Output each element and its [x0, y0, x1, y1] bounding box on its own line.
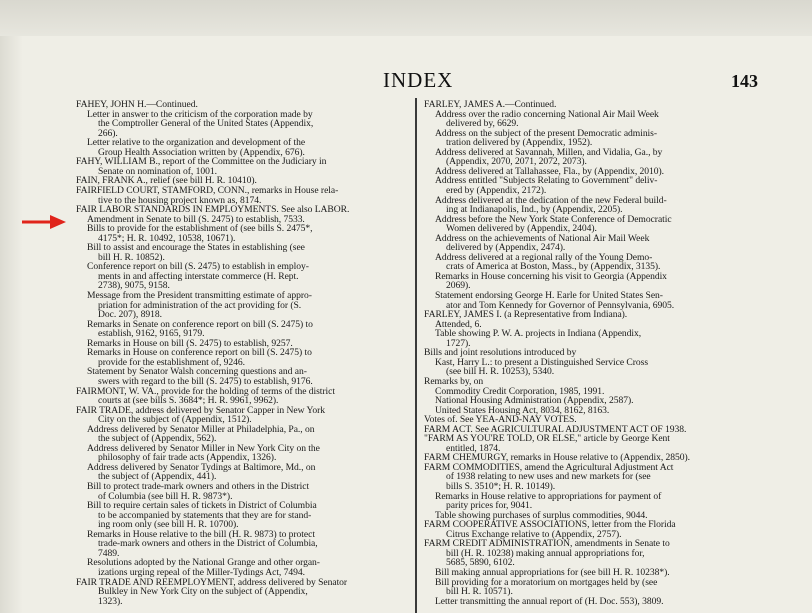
index-heading: FARM CHEMURGY, remarks in House relative to (Appendix, 2850).	[424, 452, 690, 464]
index-entry: Address delivered by Senator Tydings at Baltimore, Md., on	[87, 461, 316, 473]
index-entry: 2069).	[446, 280, 471, 292]
index-entry: Table showing P. W. A. projects in Indiana (Appendix,	[435, 328, 642, 340]
index-entry: Bill making annual appropriations for (see bill H. R. 10238*).	[435, 566, 670, 578]
index-entry: the Comptroller General of the United States (Appendix,	[98, 118, 314, 130]
index-entry: Bill providing for a moratorium on mortgages held by (see	[435, 576, 658, 588]
index-heading: FARLEY, JAMES I. (a Representative from Indiana).	[424, 309, 628, 321]
index-entry: tration delivered by (Appendix, 1952).	[446, 137, 593, 149]
index-entry: Commodity Credit Corporation, 1985, 1991.	[435, 385, 605, 397]
scan-top-edge	[0, 0, 812, 36]
index-entry: Address before the New York State Conference of Democratic	[435, 213, 672, 225]
index-heading: FARM ACT. See AGRICULTURAL ADJUSTMENT ACT OF 1938.	[424, 423, 687, 435]
index-entry: Remarks in House relative to appropriations for payment of	[435, 490, 662, 502]
index-entry: delivered by (Appendix, 2474).	[446, 242, 566, 254]
index-entry: Resolutions adopted by the National Grange and other organ-	[87, 557, 320, 569]
index-entry: Women delivered by (Appendix, 2404).	[446, 223, 597, 235]
index-entry: Letter relative to the organization and development of the	[87, 137, 306, 149]
index-entry: philosophy of fair trade acts (Appendix, 1326).	[98, 452, 277, 464]
index-entry: Message from the President transmitting estimate of appro-	[87, 290, 312, 301]
index-entry: bill H. R. 10571).	[446, 586, 513, 598]
scan-left-edge	[0, 36, 22, 613]
index-entry: City on the subject of (Appendix, 1512).	[98, 414, 252, 426]
index-heading: FAHY, WILLIAM B., report of the Committee on the Judiciary in	[76, 156, 327, 168]
index-entry: Amendment in Senate to bill (S. 2475) to establish, 7533.	[87, 213, 305, 225]
index-entry: (Appendix, 2070, 2071, 2072, 2073).	[446, 156, 587, 168]
index-entry: ing room only (see bill H. R. 10700).	[98, 519, 239, 531]
index-heading: FAIRFIELD COURT, STAMFORD, CONN., remarks in House rela-	[76, 184, 339, 196]
index-entry: Address over the radio concerning National Air Mail Week	[435, 108, 659, 120]
index-entry: ered by (Appendix, 2172).	[446, 184, 547, 196]
index-entry: tive to the housing project known as, 8174.	[98, 194, 262, 206]
index-entry: izations urging repeal of the Miller-Tydings Act, 7494.	[98, 566, 305, 578]
index-entry: bill H. R. 10852).	[98, 251, 165, 263]
index-entry: National Housing Administration (Appendix, 2587).	[435, 395, 634, 407]
index-entry: Address entitled "Subjects Relating to Government" deliv-	[435, 175, 658, 187]
index-entry: 4175*; H. R. 10492, 10538, 10671).	[98, 232, 236, 244]
index-entry: Senate on nomination of, 1001.	[98, 165, 217, 177]
index-entry: Address delivered by Senator Miller in New York City on the	[87, 442, 320, 454]
index-entry: ments in and affecting interstate commerce (H. Rept.	[98, 270, 299, 282]
index-heading: FARM COOPERATIVE ASSOCIATIONS, letter from the Florida	[424, 519, 676, 531]
index-entry: Remarks in House concerning his visit to Georgia (Appendix	[435, 270, 667, 282]
index-heading: Bills and joint resolutions introduced by	[424, 347, 577, 359]
index-heading: FARLEY, JAMES A.—Continued.	[424, 99, 557, 110]
index-entry: Attended, 6.	[435, 318, 482, 330]
index-entry: swers with regard to the bill (S. 2475) to establish, 9176.	[98, 375, 313, 387]
index-entry: Address delivered at the dedication of the new Federal build-	[435, 194, 667, 206]
index-entry: 266).	[98, 127, 118, 139]
index-entry: entitled, 1874.	[446, 442, 501, 454]
index-entry: Letter transmitting the annual report of (H. Doc. 553), 3809.	[435, 595, 664, 607]
index-entry: priation for administration of the act providing for (S.	[98, 299, 302, 311]
index-entry: Bill to require certain sales of tickets in District of Columbia	[87, 500, 317, 512]
index-entry: Address delivered at Savannah, Millen, and Vidalia, Ga., by	[435, 146, 663, 158]
index-heading: FAIR TRADE AND REEMPLOYMENT, address delivered by Senator	[76, 576, 348, 588]
index-entry: Address delivered at a regional rally of the Young Demo-	[435, 251, 653, 263]
page-title: INDEX	[383, 68, 454, 92]
index-entry: Group Health Association written by (Appendix, 676).	[98, 146, 305, 158]
index-heading: FARM CREDIT ADMINISTRATION, amendments in Senate to	[424, 538, 670, 550]
red-arrow-icon	[20, 212, 68, 232]
index-entry: ing at Indianapolis, Ind., by (Appendix, 2205).	[446, 204, 623, 216]
index-entry: courts at (see bills S. 3684*; H. R. 9961, 9962).	[98, 395, 279, 407]
index-entry: trade-mark owners and others in the District of Columbia,	[98, 538, 318, 550]
index-entry: Statement endorsing George H. Earle for United States Sen-	[435, 290, 663, 301]
index-entry: of 1938 relating to new uses and new markets for (see	[446, 471, 651, 483]
index-entry: Address on the achievements of National Air Mail Week	[435, 232, 650, 244]
index-entry: establish, 9162, 9165, 9179.	[98, 328, 205, 340]
index-heading: FAIR TRADE, address delivered by Senator Capper in New York	[76, 404, 326, 416]
index-entry: 5685, 5890, 6102.	[446, 557, 515, 569]
index-entry: Address on the subject of the present Democratic adminis-	[435, 127, 658, 139]
index-heading: FAHEY, JOHN H.—Continued.	[76, 99, 198, 110]
index-entry: parity prices for, 9041.	[446, 500, 533, 512]
index-entry: 7489.	[98, 547, 120, 559]
index-entry: Address delivered by Senator Miller at Philadelphia, Pa., on	[87, 423, 315, 435]
index-entry: Bills to provide for the establishment of (see bills S. 2475*,	[87, 223, 313, 235]
index-heading: Votes of. See YEA-AND-NAY VOTES.	[424, 414, 577, 426]
index-entry: 2738), 9075, 9158.	[98, 280, 170, 292]
index-heading: Remarks by, on	[424, 375, 484, 387]
index-entry: Remarks in House on bill (S. 2475) to establish, 9257.	[87, 337, 293, 349]
index-entry: 1323).	[98, 595, 123, 607]
index-entry: provide for the establishment of, 9246.	[98, 356, 245, 368]
index-entry: Address delivered at Tallahassee, Fla., by (Appendix, 2010).	[435, 165, 665, 177]
index-entry: Remarks in House on conference report on bill (S. 2475) to	[87, 347, 312, 359]
index-heading: FAIRMONT, W. VA., provide for the holding of terms of the district	[76, 385, 335, 397]
index-entry: to be accompanied by statements that they are for stand-	[98, 509, 312, 521]
index-entry: bill (H. R. 10238) making annual appropriations for,	[446, 547, 645, 559]
index-entry: Doc. 207), 8918.	[98, 309, 162, 321]
index-entry: Bill to assist and encourage the States in establishing (see	[87, 242, 305, 254]
index-entry: delivered by, 6629.	[446, 118, 519, 130]
index-entry: (see bill H. R. 10253), 5340.	[446, 366, 555, 378]
page-number: 143	[731, 71, 758, 91]
index-heading: FAIR LABOR STANDARDS IN EMPLOYMENTS. See also LABOR.	[76, 204, 350, 216]
index-entry: Statement by Senator Walsh concerning questions and an-	[87, 366, 307, 378]
index-heading: FARM COMMODITIES, amend the Agricultural Adjustment Act	[424, 461, 674, 473]
index-entry: the subject of (Appendix, 562).	[98, 433, 217, 445]
index-entry: Conference report on bill (S. 2475) to establish in employ-	[87, 261, 309, 273]
index-entry: Remarks in House relative to the bill (H. R. 9873) to protect	[87, 528, 315, 540]
index-entry: ator and Tom Kennedy for Governor of Pennsylvania, 6905.	[446, 299, 675, 311]
index-entry: United States Housing Act, 8034, 8162, 8163.	[435, 404, 610, 416]
index-entry: Table showing purchases of surplus commodities, 9044.	[435, 509, 648, 521]
index-entry: crats of America at Boston, Mass., by (Appendix, 3135).	[446, 261, 661, 273]
index-entry: the subject of (Appendix, 441).	[98, 471, 217, 483]
index-heading: "FARM AS YOU'RE TOLD, OR ELSE," article by George Kent	[424, 433, 670, 445]
index-heading: FAIN, FRANK A., relief (see bill H. R. 10410).	[76, 175, 257, 187]
index-entry: Bulkley in New York City on the subject of (Appendix,	[98, 586, 308, 598]
index-entry: Bill to protect trade-mark owners and others in the District	[87, 481, 310, 492]
index-entry: of Columbia (see bill H. R. 9873*).	[98, 490, 233, 502]
index-entry: Letter in answer to the criticism of the corporation made by	[87, 108, 313, 120]
index-entry: bills S. 3510*; H. R. 10149).	[446, 481, 556, 492]
index-entry: Kast, Harry L.: to present a Distinguished Service Cross	[435, 356, 649, 368]
index-entry: Citrus Exchange relative to (Appendix, 2757).	[446, 528, 622, 540]
index-entry: Remarks in Senate on conference report on bill (S. 2475) to	[87, 318, 313, 330]
index-entry: 1727).	[446, 337, 471, 349]
column-divider	[415, 98, 417, 613]
